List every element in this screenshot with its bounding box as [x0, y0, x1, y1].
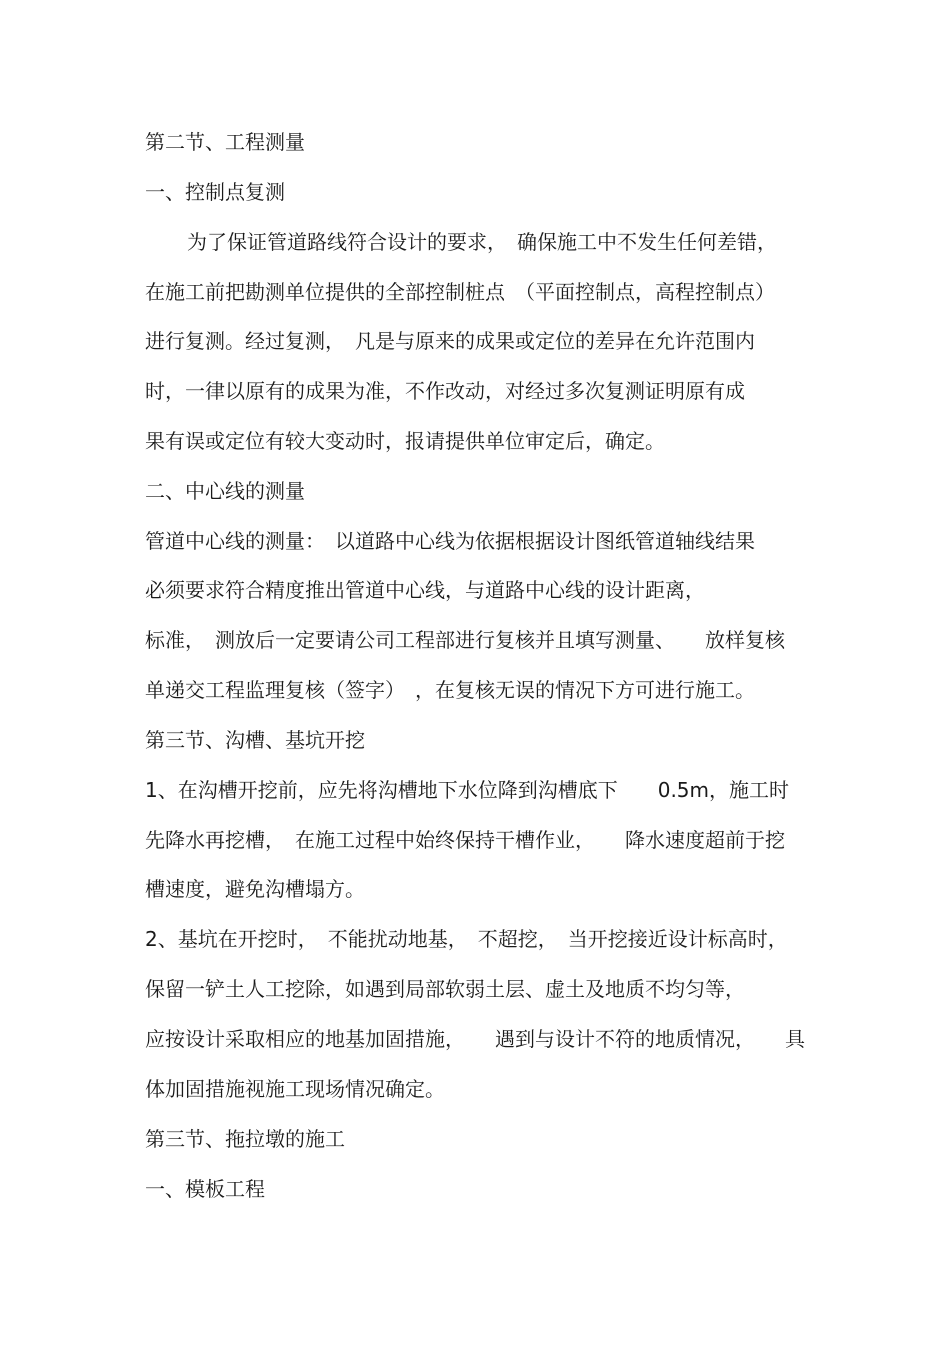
- paragraph-line: 槽速度，避免沟槽塌方。: [145, 877, 365, 901]
- paragraph-line: 单递交工程监理复核（签字） ，在复核无误的情况下方可进行施工。: [145, 678, 755, 702]
- section-heading-engineering-survey: 第二节、工程测量: [145, 130, 305, 154]
- paragraph-line: 2、基坑在开挖时， 不能扰动地基， 不超挖， 当开挖接近设计标高时，: [145, 927, 788, 951]
- section-heading-anchor-block: 第三节、拖拉墩的施工: [145, 1127, 345, 1151]
- paragraph-line: 为了保证管道路线符合设计的要求， 确保施工中不发生任何差错，: [187, 230, 777, 254]
- subheading-formwork: 一、模板工程: [145, 1177, 265, 1201]
- paragraph-line: 果有误或定位有较大变动时，报请提供单位审定后，确定。: [145, 429, 665, 453]
- paragraph-line: 管道中心线的测量： 以道路中心线为依据根据设计图纸管道轴线结果: [145, 529, 755, 553]
- paragraph-line: 保留一铲土人工挖除，如遇到局部软弱土层、虚土及地质不均匀等，: [145, 977, 745, 1001]
- paragraph-line: 应按设计采取相应的地基加固措施， 遇到与设计不符的地质情况， 具: [145, 1027, 805, 1051]
- paragraph-line: 在施工前把勘测单位提供的全部控制桩点 （平面控制点，高程控制点）: [145, 280, 775, 304]
- paragraph-line: 体加固措施视施工现场情况确定。: [145, 1077, 445, 1101]
- paragraph-line: 时，一律以原有的成果为准，不作改动，对经过多次复测证明原有成: [145, 379, 745, 403]
- paragraph-line: 必须要求符合精度推出管道中心线，与道路中心线的设计距离，: [145, 578, 705, 602]
- paragraph-line: 标准， 测放后一定要请公司工程部进行复核并且填写测量、 放样复核: [145, 628, 785, 652]
- paragraph-line: 1、在沟槽开挖前，应先将沟槽地下水位降到沟槽底下 0.5m，施工时: [145, 778, 790, 802]
- subheading-centerline-survey: 二、中心线的测量: [145, 479, 305, 503]
- paragraph-line: 进行复测。经过复测， 凡是与原来的成果或定位的差异在允许范围内: [145, 329, 755, 353]
- paragraph-line: 先降水再挖槽， 在施工过程中始终保持干槽作业， 降水速度超前于挖: [145, 828, 785, 852]
- subheading-control-point-resurvey: 一、控制点复测: [145, 180, 285, 204]
- section-heading-trench-excavation: 第三节、沟槽、基坑开挖: [145, 728, 365, 752]
